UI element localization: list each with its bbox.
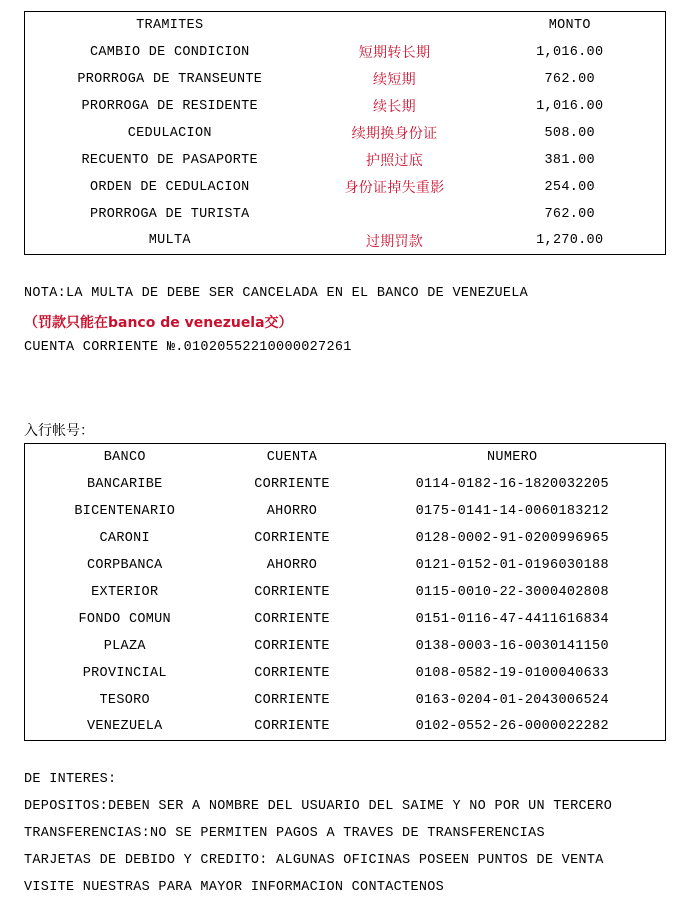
table-row — [25, 201, 666, 228]
tramite-name: PRORROGA DE TRANSEUNTE — [77, 71, 263, 87]
cuenta-corriente-text: CUENTA CORRIENTE №.01020552210000027261 — [24, 340, 352, 355]
tramite-note: 续期换身份证 — [351, 126, 438, 142]
banco-numero: 0138-0003-16-0030141150 — [415, 638, 609, 654]
tramites-header-row — [25, 12, 666, 39]
banco-cuenta: CORRIENTE — [254, 584, 330, 600]
bancos-table — [24, 443, 666, 741]
header-monto: MONTO — [548, 17, 591, 33]
tramite-note: 续短期 — [373, 72, 416, 88]
transferencias-text: TRANSFERENCIAS:NO SE PERMITEN PAGOS A TRAVES DE TRANSFERENCIAS — [24, 826, 545, 841]
table-row — [25, 120, 666, 147]
nota-chinese-text: （罚款只能在banco de venezuela交） — [24, 315, 293, 331]
banco-name: PLAZA — [103, 638, 146, 654]
tramite-name: ORDEN DE CEDULACION — [89, 179, 250, 195]
banco-cuenta: AHORRO — [266, 557, 318, 573]
banco-name: TESORO — [99, 692, 150, 708]
table-row — [25, 66, 666, 93]
tramite-note: 身份证掉失重影 — [344, 180, 445, 196]
banco-numero: 0108-0582-19-0100040633 — [415, 665, 609, 681]
table-row — [25, 579, 666, 606]
banco-name: PROVINCIAL — [82, 665, 167, 681]
banco-numero: 0151-0116-47-4411616834 — [415, 611, 609, 627]
table-row — [25, 606, 666, 633]
banco-cuenta: AHORRO — [266, 503, 318, 519]
banco-name: VENEZUELA — [86, 719, 163, 735]
banco-numero: 0128-0002-91-0200996965 — [415, 530, 609, 546]
header-numero: NUMERO — [487, 449, 538, 465]
tramite-note: 续长期 — [373, 99, 416, 115]
header-nota — [315, 12, 475, 39]
banco-cuenta: CORRIENTE — [254, 611, 330, 627]
banco-numero: 0121-0152-01-0196030188 — [415, 557, 609, 573]
tramite-note — [315, 201, 475, 228]
table-row — [25, 174, 666, 201]
tramite-monto: 1,270.00 — [536, 233, 604, 249]
banco-numero: 0102-0552-26-0000022282 — [415, 719, 609, 735]
banco-cuenta: CORRIENTE — [254, 476, 330, 492]
bancos-title: 入行帐号： — [24, 423, 94, 439]
table-row — [25, 552, 666, 579]
banco-cuenta: CORRIENTE — [254, 692, 330, 708]
tramite-monto: 508.00 — [544, 125, 595, 141]
banco-name: EXTERIOR — [91, 584, 159, 600]
interes-title: DE INTERES: — [24, 772, 117, 787]
banco-name: CORPBANCA — [86, 557, 163, 573]
table-row — [25, 228, 666, 255]
table-row — [25, 660, 666, 687]
tramite-name: CAMBIO DE CONDICION — [89, 44, 250, 60]
tramite-note: 短期转长期 — [358, 45, 431, 61]
tramite-name: CEDULACION — [127, 125, 212, 141]
table-row — [25, 498, 666, 525]
tramite-name: MULTA — [148, 233, 191, 249]
table-row — [25, 714, 666, 741]
tramite-note: 护照过底 — [365, 153, 424, 169]
banco-cuenta: CORRIENTE — [254, 719, 330, 735]
banco-name: BICENTENARIO — [74, 503, 176, 519]
table-row — [25, 93, 666, 120]
tramite-name: PRORROGA DE RESIDENTE — [81, 98, 258, 114]
tramite-monto: 381.00 — [544, 152, 595, 168]
visite-text: VISITE NUESTRAS PARA MAYOR INFORMACION CONTACTENOS — [24, 880, 445, 895]
nota-text: NOTA:LA MULTA DE DEBE SER CANCELADA EN EL BANCO DE VENEZUELA — [24, 286, 529, 301]
header-banco: BANCO — [103, 449, 146, 465]
header-tramites: TRAMITES — [136, 17, 204, 33]
banco-cuenta: CORRIENTE — [254, 638, 330, 654]
banco-name: FONDO COMUN — [78, 611, 171, 627]
banco-cuenta: CORRIENTE — [254, 665, 330, 681]
tramite-monto: 762.00 — [544, 206, 595, 222]
table-row — [25, 633, 666, 660]
banco-name: BANCARIBE — [86, 476, 163, 492]
tramite-monto: 1,016.00 — [536, 44, 604, 60]
table-row — [25, 147, 666, 174]
banco-name: CARONI — [99, 530, 150, 546]
banco-numero: 0114-0182-16-1820032205 — [415, 476, 609, 492]
table-row — [25, 687, 666, 714]
table-row — [25, 39, 666, 66]
banco-numero: 0163-0204-01-2043006524 — [415, 692, 609, 708]
table-row — [25, 525, 666, 552]
tramite-name: RECUENTO DE PASAPORTE — [81, 152, 258, 168]
table-row — [25, 471, 666, 498]
header-cuenta: CUENTA — [266, 449, 318, 465]
tramites-table — [24, 11, 666, 255]
banco-cuenta: CORRIENTE — [254, 530, 330, 546]
tramite-note: 过期罚款 — [365, 233, 424, 250]
tarjetas-text: TARJETAS DE DEBIDO Y CREDITO: ALGUNAS OFICINAS POSEEN PUNTOS DE VENTA — [24, 853, 604, 868]
banco-numero: 0175-0141-14-0060183212 — [415, 503, 609, 519]
tramite-monto: 1,016.00 — [536, 98, 604, 114]
bancos-header-row — [25, 444, 666, 471]
tramite-monto: 254.00 — [544, 179, 595, 195]
tramite-name: PRORROGA DE TURISTA — [89, 206, 250, 222]
banco-numero: 0115-0010-22-3000402808 — [415, 584, 609, 600]
tramite-monto: 762.00 — [544, 71, 595, 87]
depositos-text: DEPOSITOS:DEBEN SER A NOMBRE DEL USUARIO DEL SAIME Y NO POR UN TERCERO — [24, 799, 613, 814]
